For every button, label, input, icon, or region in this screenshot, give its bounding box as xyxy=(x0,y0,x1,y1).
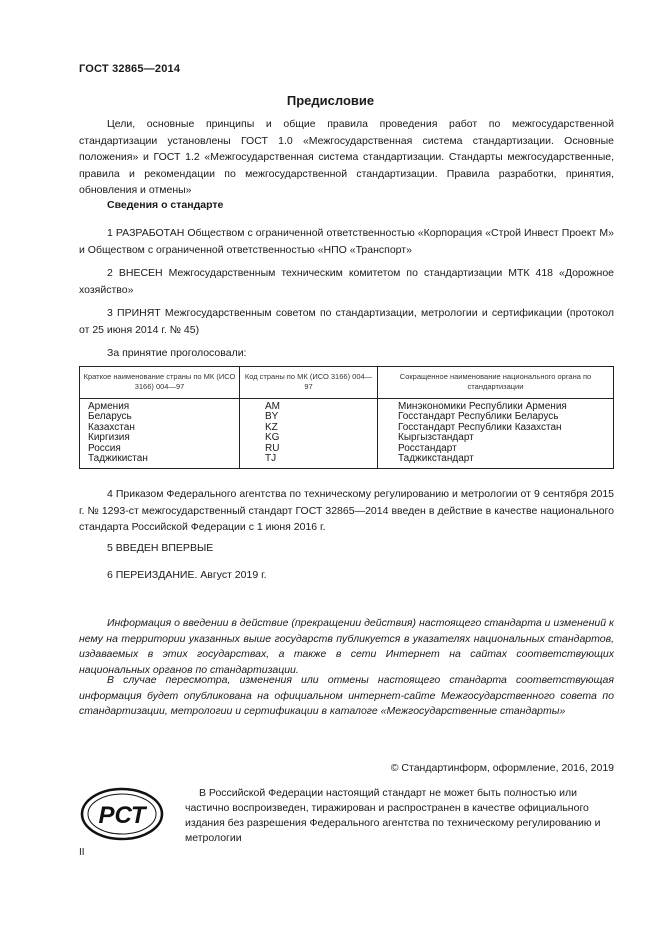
item-introduced: 2 ВНЕСЕН Межгосударственным техническим комитетом по стандартизации МТК 418 «Дорожное хозяйство» xyxy=(79,267,614,296)
standard-code-header: ГОСТ 32865—2014 xyxy=(79,63,181,75)
item-developed: 1 РАЗРАБОТАН Обществом с ограниченной ответственностью «Корпорация «Строй Инвест Проект М» и Обществом с ограниченной ответственностью «НПО «Транспорт» xyxy=(79,227,614,256)
country-cell: Киргизия xyxy=(80,433,240,443)
code-cell: KG xyxy=(240,433,378,443)
body-cell: Таджикстандарт xyxy=(378,454,614,469)
info-heading: Сведения о стандарте xyxy=(107,199,224,211)
italic-note-revision: В случае пересмотра, изменения или отмены настоящего стандарта соответствующая информация будет опубликована на официальном интернет-сайте Межгосударственного совета по стандартизации, метрологии и сертификации в каталоге «Межгосударственные стандарты» xyxy=(79,674,614,717)
italic-note-publication: Информация о введении в действие (прекращении действия) настоящего стандарта и изменений к нему на территории указанных выше государств публикуется в указателях национальных стандартов, издаваемых в этих государствах, а также в сети Интернет на сайтах соответствующих национальных органов по стандартизации. xyxy=(79,617,614,676)
body-cell: Минэкономики Республики Армения xyxy=(378,399,614,413)
reproduction-notice: В Российской Федерации настоящий стандарт не может быть полностью или частично воспроизведен, тиражирован и распространен в качестве официального издания без разрешения Федерального агентства по техническому регулированию и метрологии xyxy=(185,787,601,844)
item-adopted: 3 ПРИНЯТ Межгосударственным советом по стандартизации, метрологии и сертификации (протокол от 25 июня 2014 г. № 45) xyxy=(79,307,614,336)
rst-logo-icon xyxy=(79,786,165,842)
item-reissue: 6 ПЕРЕИЗДАНИЕ. Август 2019 г. xyxy=(107,569,267,581)
item-enacted: 4 Приказом Федерального агентства по техническому регулированию и метрологии от 9 сентября 2015 г. № 1293-ст межгосударственный стандарт ГОСТ 32865—2014 введен в действие в качестве национального стандарта Российской Федерации с 1 июня 2016 г. xyxy=(79,488,614,533)
column-header-code: Код страны по МК (ИСО 3166) 004—97 xyxy=(240,367,378,399)
body-cell: Госстандарт Республики Казахстан xyxy=(378,423,614,433)
svg-text:РСТ: РСТ xyxy=(98,802,146,829)
copyright-line: © Стандартинформ, оформление, 2016, 2019 xyxy=(390,762,614,774)
body-cell: Росстандарт xyxy=(378,444,614,454)
preface-intro: Цели, основные принципы и общие правила проведения работ по межгосударственной стандартизации установлены ГОСТ 1.0 «Межгосударственная система стандартизации. Основные положения» и ГОСТ 1.2 «Межгосударственная система стандартизации. Стандарты межгосударственные, правила и рекомендации по межгосударственной стандартизации. Правила разработки, принятия, обновления и отмены» xyxy=(79,118,614,196)
column-header-body: Сокращенное наименование национального органа по стандартизации xyxy=(378,367,614,399)
body-cell: Кыргызстандарт xyxy=(378,433,614,443)
table-row xyxy=(80,433,614,443)
code-cell: KZ xyxy=(240,423,378,433)
preface-title: Предисловие xyxy=(286,93,375,108)
column-header-country: Краткое наименование страны по МК (ИСО 3166) 004—97 xyxy=(80,367,240,399)
country-cell: Таджикистан xyxy=(80,454,240,469)
code-cell: AM xyxy=(240,399,378,413)
item-first-introduced: 5 ВВЕДЕН ВПЕРВЫЕ xyxy=(107,542,214,554)
voted-label: За принятие проголосовали: xyxy=(107,347,247,359)
page-number: II xyxy=(79,847,85,858)
country-cell: Беларусь xyxy=(80,412,240,422)
country-cell: Казахстан xyxy=(80,423,240,433)
table-row xyxy=(80,444,614,454)
country-cell: Армения xyxy=(80,399,240,413)
code-cell: TJ xyxy=(240,454,378,469)
voting-countries-table xyxy=(79,366,614,469)
body-cell: Госстандарт Республики Беларусь xyxy=(378,412,614,422)
code-cell: BY xyxy=(240,412,378,422)
table-row xyxy=(80,454,614,469)
table-row xyxy=(80,423,614,433)
country-cell: Россия xyxy=(80,444,240,454)
table-header-row xyxy=(80,367,614,399)
code-cell: RU xyxy=(240,444,378,454)
